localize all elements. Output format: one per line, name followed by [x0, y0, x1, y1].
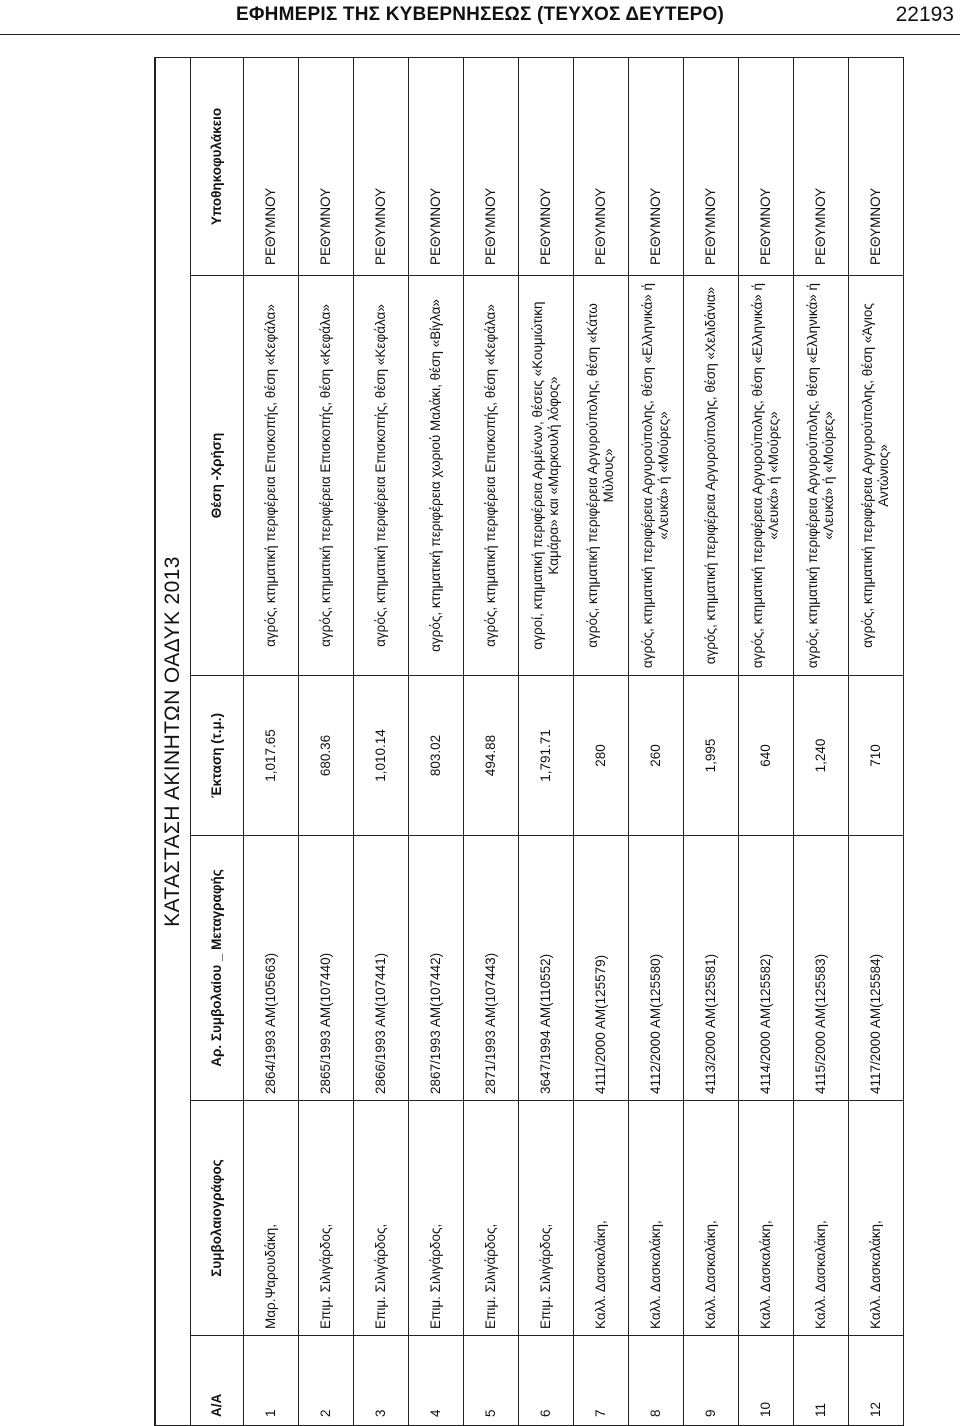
- cell-area: 1,995: [684, 676, 739, 836]
- cell-contract: 2865/1993 ΑΜ(107440): [299, 836, 354, 1101]
- cell-contract: 4111/2000 ΑΜ(125579): [574, 836, 629, 1101]
- cell-registry: ΡΕΘΥΜΝΟΥ: [464, 57, 519, 275]
- table-row: [464, 57, 519, 1425]
- cell-aa: 1: [244, 1336, 299, 1426]
- cell-notary: Καλλ. Δασκαλάκη,: [629, 1101, 684, 1336]
- cell-position: αγρός, κτηματική περιφέρεια Επισκοπής, θέση «Κεφάλα»: [464, 276, 519, 676]
- cell-position: αγρός, κτηματική περιφέρεια Αργυρούπολης, θέση «Ελληνικά» ή «Λευκά» ή «Μούρες»: [739, 276, 794, 676]
- cell-registry: ΡΕΘΥΜΝΟΥ: [739, 57, 794, 275]
- cell-registry: ΡΕΘΥΜΝΟΥ: [849, 57, 904, 275]
- cell-contract: 4114/2000 ΑΜ(125582): [739, 836, 794, 1101]
- cell-notary: Μαρ.Ψαρουδάκη,: [244, 1101, 299, 1336]
- table-row: [684, 57, 739, 1425]
- cell-registry: ΡΕΘΥΜΝΟΥ: [299, 57, 354, 275]
- cell-position: αγρός, κτηματική περιφέρεια Επισκοπής, θέση «Κεφάλα»: [354, 276, 409, 676]
- cell-aa: 3: [354, 1336, 409, 1426]
- cell-aa: 9: [684, 1336, 739, 1426]
- table-row: [849, 57, 904, 1425]
- column-header-position: Θέση -Χρήση: [191, 276, 244, 676]
- cell-notary: Καλλ. Δασκαλάκη,: [684, 1101, 739, 1336]
- cell-aa: 10: [739, 1336, 794, 1426]
- table-title: ΚΑΤΑΣΤΑΣΗ ΑΚΙΝΗΤΩΝ ΟΑΔΥΚ 2013: [155, 57, 191, 1425]
- cell-registry: ΡΕΘΥΜΝΟΥ: [684, 57, 739, 275]
- table-row: [574, 57, 629, 1425]
- table-header-row: [191, 57, 244, 1425]
- cell-area: 640: [739, 676, 794, 836]
- cell-aa: 12: [849, 1336, 904, 1426]
- cell-area: 1,240: [794, 676, 849, 836]
- cell-aa: 4: [409, 1336, 464, 1426]
- page-number: 22193: [895, 3, 954, 26]
- cell-position: αγρός, κτηματική περιφέρεια Αργυρούπολης, θέση «Κάτω Μύλους»: [574, 276, 629, 676]
- cell-area: 710: [849, 676, 904, 836]
- cell-contract: 2871/1993 ΑΜ(107443): [464, 836, 519, 1101]
- cell-registry: ΡΕΘΥΜΝΟΥ: [519, 57, 574, 275]
- cell-area: 1,791.71: [519, 676, 574, 836]
- table-row: [629, 57, 684, 1425]
- cell-aa: 7: [574, 1336, 629, 1426]
- table-row: [739, 57, 794, 1425]
- cell-position: αγρός, κτηματική περιφέρεια Επισκοπής, θέση «Κεφάλα»: [244, 276, 299, 676]
- property-table: [154, 57, 904, 1426]
- cell-registry: ΡΕΘΥΜΝΟΥ: [354, 57, 409, 275]
- cell-registry: ΡΕΘΥΜΝΟΥ: [629, 57, 684, 275]
- cell-registry: ΡΕΘΥΜΝΟΥ: [409, 57, 464, 275]
- cell-notary: Καλλ. Δασκαλάκη,: [849, 1101, 904, 1336]
- cell-aa: 2: [299, 1336, 354, 1426]
- column-header-notary: Συμβολαιογράφος: [191, 1101, 244, 1336]
- cell-position: αγρός, κτηματική περιφέρεια Αργυρούπολης, θέση «Άγιος Αντώνιος»: [849, 276, 904, 676]
- cell-position: αγροί, κτηματική περιφέρεια Αρμένων, θέσεις «Κουμιώτικη Καμάρα» και «Μαρκουλή λόφος»: [519, 276, 574, 676]
- cell-contract: 4115/2000 ΑΜ(125583): [794, 836, 849, 1101]
- cell-position: αγρός, κτηματική περιφέρεια Αργυρούπολης, θέση «Ελληνικά» ή «Λευκά» ή «Μούρες»: [629, 276, 684, 676]
- table-row: [354, 57, 409, 1425]
- cell-area: 1,017.65: [244, 676, 299, 836]
- table-row: [299, 57, 354, 1425]
- cell-aa: 11: [794, 1336, 849, 1426]
- cell-area: 803.02: [409, 676, 464, 836]
- cell-contract: 4117/2000 ΑΜ(125584): [849, 836, 904, 1101]
- table-row: [409, 57, 464, 1425]
- cell-contract: 4113/2000 ΑΜ(125581): [684, 836, 739, 1101]
- cell-position: αγρός, κτηματική περιφέρεια Αργυρούπολης, θέση «Ελληνικά» ή «Λευκά» ή «Μούρες»: [794, 276, 849, 676]
- table-row: [519, 57, 574, 1425]
- cell-contract: 3647/1994 ΑΜ(110552): [519, 836, 574, 1101]
- cell-area: 280: [574, 676, 629, 836]
- gazette-title: ΕΦΗΜΕΡΙΣ ΤΗΣ ΚΥΒΕΡΝΗΣΕΩΣ (ΤΕΥΧΟΣ ΔΕΥΤΕΡΟ): [236, 4, 724, 25]
- cell-aa: 6: [519, 1336, 574, 1426]
- cell-area: 1,010.14: [354, 676, 409, 836]
- cell-notary: Επιμ. Σιλιγάρδος,: [354, 1101, 409, 1336]
- column-header-registry: Υποθηκοφυλάκειο: [191, 57, 244, 275]
- cell-aa: 8: [629, 1336, 684, 1426]
- cell-area: 260: [629, 676, 684, 836]
- cell-area: 494.88: [464, 676, 519, 836]
- cell-registry: ΡΕΘΥΜΝΟΥ: [574, 57, 629, 275]
- cell-position: αγρός, κτηματική περιφέρεια Επισκοπής, θέση «Κεφάλα»: [299, 276, 354, 676]
- rotated-table-content: [154, 58, 891, 1426]
- cell-notary: Καλλ. Δασκαλάκη,: [794, 1101, 849, 1336]
- table-row: [794, 57, 849, 1425]
- cell-registry: ΡΕΘΥΜΝΟΥ: [244, 57, 299, 275]
- rotated-table-frame: [154, 58, 891, 1426]
- cell-notary: Επιμ. Σιλιγάρδος,: [409, 1101, 464, 1336]
- column-header-contract: Αρ. Συμβολαίου _ Μεταγραφής: [191, 836, 244, 1101]
- cell-notary: Επιμ. Σιλιγάρδος,: [464, 1101, 519, 1336]
- cell-contract: 2866/1993 ΑΜ(107441): [354, 836, 409, 1101]
- cell-notary: Επιμ. Σιλιγάρδος,: [519, 1101, 574, 1336]
- cell-position: αγρός, κτηματική περιφέρεια χωριού Μαλάκι, θέση «Βίγλα»: [409, 276, 464, 676]
- cell-aa: 5: [464, 1336, 519, 1426]
- cell-notary: Επιμ. Σιλιγάρδος,: [299, 1101, 354, 1336]
- cell-notary: Καλλ. Δασκαλάκη,: [574, 1101, 629, 1336]
- cell-area: 680.36: [299, 676, 354, 836]
- cell-registry: ΡΕΘΥΜΝΟΥ: [794, 57, 849, 275]
- cell-contract: 2867/1993 ΑΜ(107442): [409, 836, 464, 1101]
- page-header: [0, 0, 960, 35]
- cell-position: αγρός, κτηματική περιφέρεια Αργυρούπολης, θέση «Χελιδάνια»: [684, 276, 739, 676]
- cell-contract: 4112/2000 ΑΜ(125580): [629, 836, 684, 1101]
- column-header-area: Έκταση (τ.μ.): [191, 676, 244, 836]
- table-row: [244, 57, 299, 1425]
- cell-contract: 2864/1993 ΑΜ(105663): [244, 836, 299, 1101]
- cell-notary: Καλλ. Δασκαλάκη,: [739, 1101, 794, 1336]
- column-header-aa: Α/Α: [191, 1336, 244, 1426]
